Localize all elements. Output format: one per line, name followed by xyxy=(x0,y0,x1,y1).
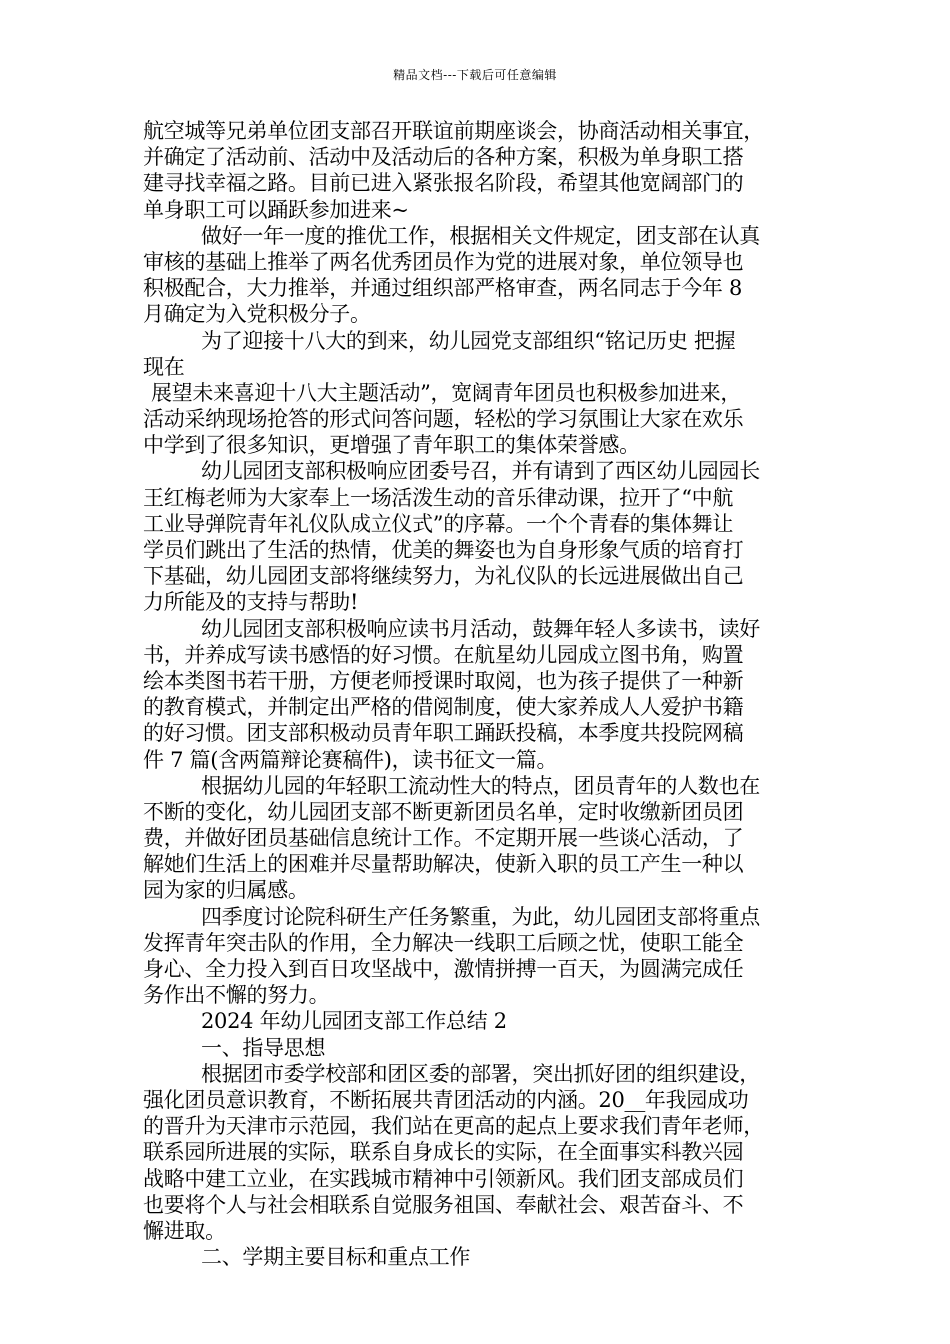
text-line: 费，并做好团员基础信息统计工作。不定期开展一些谈心活动，了 xyxy=(143,826,744,851)
text-line: 下基础，幼儿园团支部将继续努力，为礼仪队的长远进展做出自己 xyxy=(143,564,744,589)
text-line: 也要将个人与社会相联系自觉服务祖国、奉献社会、艰苦奋斗、不 xyxy=(143,1192,744,1217)
text-line: 的好习惯。团支部积极动员青年职工踊跃投稿，本季度共投院网稿 xyxy=(143,721,744,746)
text-line: 务作出不懈的努力。 xyxy=(143,983,330,1008)
text-line: 2024 年幼儿园团支部工作总结 2 xyxy=(201,1009,507,1034)
text-line: 联系园所进展的实际，联系自身成长的实际，在全面事实科教兴园 xyxy=(143,1140,744,1165)
text-line: 学员们跳出了生活的热情，优美的舞姿也为自身形象气质的培育打 xyxy=(143,538,744,562)
text-line: 力所能及的支持与帮助! xyxy=(143,590,359,615)
text-line: 强化团员意识教育，不断拓展共青团活动的内涵。20__年我园成功 xyxy=(143,1087,749,1112)
page-header: 精品文档---下载后可任意编辑 xyxy=(393,68,557,82)
text-line: 书，并养成写读书感悟的好习惯。在航星幼儿园成立图书角，购置 xyxy=(143,642,744,667)
text-line: 根据幼儿园的年轻职工流动性大的特点，团员青年的人数也在 xyxy=(201,773,760,798)
text-line: 园为家的归属感。 xyxy=(143,878,309,903)
text-line: 现在 xyxy=(143,354,185,379)
text-line: 活动采纳现场抢答的形式问答问题，轻松的学习氛围让大家在欢乐 xyxy=(143,407,744,432)
text-line: 懈进取。 xyxy=(143,1218,226,1243)
text-line: 四季度讨论院科研生产任务繁重，为此，幼儿园团支部将重点 xyxy=(201,904,760,929)
text-line: 一、指导思想 xyxy=(201,1035,326,1060)
text-line: 王红梅老师为大家奉上一场活泼生动的音乐律动课，拉开了“中航 xyxy=(143,485,734,510)
document-body xyxy=(143,118,813,1270)
text-line: 并确定了活动前、活动中及活动后的各种方案，积极为单身职工搭 xyxy=(143,145,744,170)
text-line: 工业导弹院青年礼仪队成立仪式”的序幕。一个个青春的集体舞让 xyxy=(143,511,734,536)
text-line: 发挥青年突击队的作用，全力解决一线职工后顾之忧，使职工能全 xyxy=(143,930,744,955)
text-line: 二、学期主要目标和重点工作 xyxy=(201,1245,471,1270)
text-line: 建寻找幸福之路。目前已进入紧张报名阶段，希望其他宽阔部门的 xyxy=(143,171,744,196)
text-line: 的晋升为天津市示范园，我们站在更高的起点上要求我们青年老师， xyxy=(143,1114,764,1139)
text-line: 展望未来喜迎十八大主题活动”，宽阔青年团员也积极参加进来， xyxy=(151,380,742,405)
text-line: 绘本类图书若干册，方便老师授课时取阅，也为孩子提供了一种新 xyxy=(143,668,744,693)
text-line: 积极配合，大力推举，并通过组织部严格审查，两名同志于今年 8 xyxy=(143,276,743,301)
text-line: 根据团市委学校部和团区委的部署，突出抓好团的组织建设， xyxy=(201,1061,760,1086)
text-line: 身心、全力投入到百日攻坚战中，激情拼搏一百天，为圆满完成任 xyxy=(143,957,744,981)
text-line: 解她们生活上的困难并尽量帮助解决，使新入职的员工产生一种以 xyxy=(143,852,744,877)
text-line: 件 7 篇(含两篇辩论赛稿件)，读书征文一篇。 xyxy=(143,747,558,772)
text-line: 幼儿园团支部积极响应团委号召，并有请到了西区幼儿园园长 xyxy=(201,459,760,484)
text-line: 航空城等兄弟单位团支部召开联谊前期座谈会，协商活动相关事宜， xyxy=(143,119,764,143)
text-line: 做好一年一度的推优工作，根据相关文件规定，团支部在认真 xyxy=(201,223,760,248)
text-line: 的教育模式，并制定出严格的借阅制度，使大家养成人人爱护书籍 xyxy=(143,695,744,720)
text-line: 月确定为入党积极分子。 xyxy=(143,302,371,327)
text-line: 幼儿园团支部积极响应读书月活动，鼓舞年轻人多读书，读好 xyxy=(201,616,760,641)
text-line: 不断的变化，幼儿园团支部不断更新团员名单，定时收缴新团员团 xyxy=(143,799,744,824)
text-line: 战略中建工立业，在实践城市精神中引领新风。我们团支部成员们 xyxy=(143,1166,744,1191)
text-line: 为了迎接十八大的到来，幼儿园党支部组织“铭记历史 把握 xyxy=(201,328,736,353)
text-line: 审核的基础上推举了两名优秀团员作为党的进展对象，单位领导也 xyxy=(143,249,744,274)
text-line: 中学到了很多知识，更增强了青年职工的集体荣誉感。 xyxy=(143,433,640,458)
text-line: 单身职工可以踊跃参加进来~ xyxy=(143,197,409,222)
